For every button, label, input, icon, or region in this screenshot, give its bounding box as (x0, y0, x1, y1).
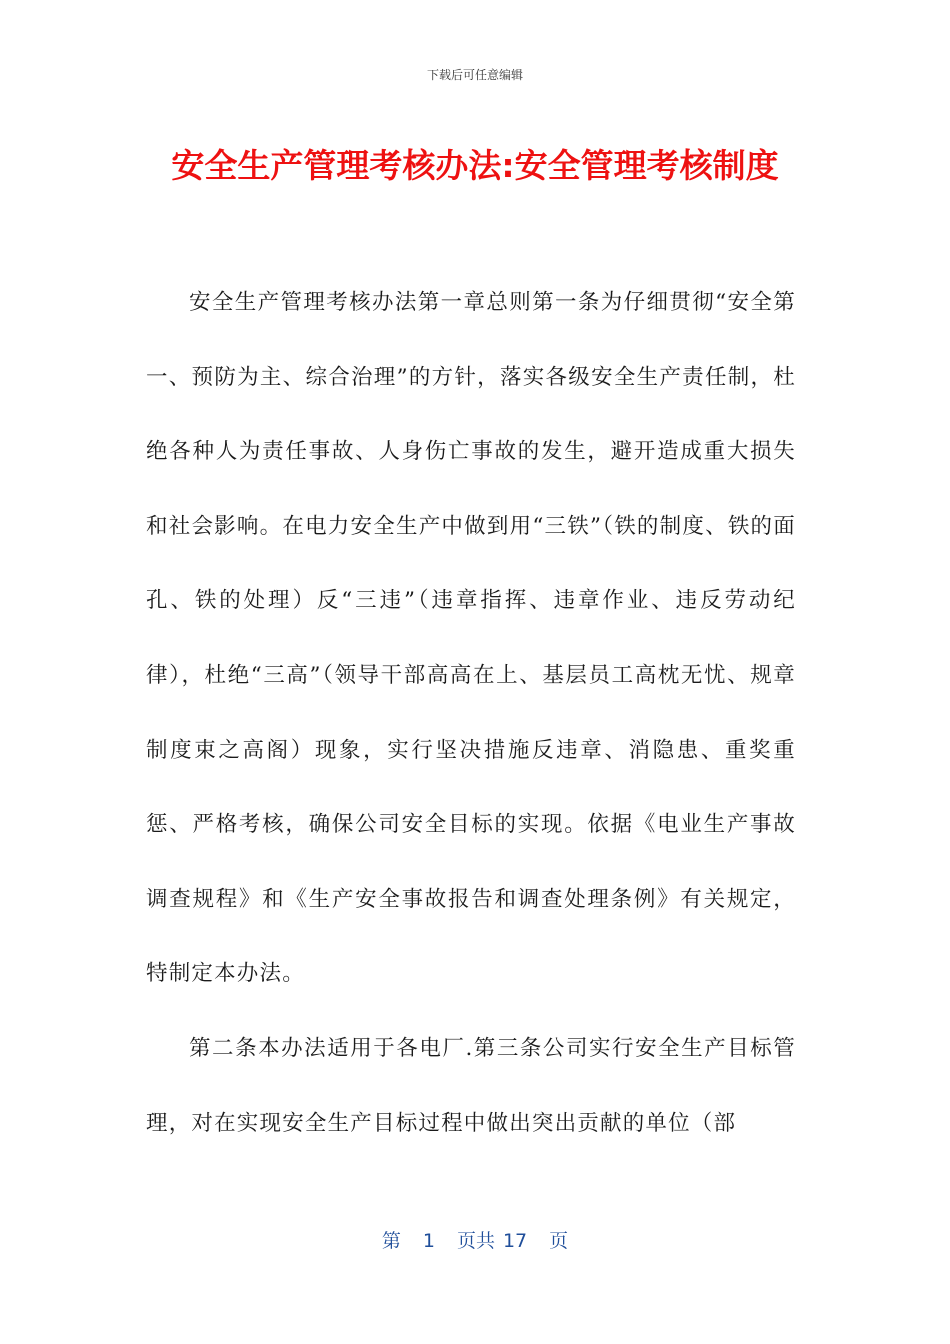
footer-prefix: 第 (381, 1230, 401, 1252)
footer-suffix: 页 (549, 1230, 569, 1252)
document-title: 安全生产管理考核办法:安全管理考核制度 (171, 146, 779, 185)
paragraph-1: 安全生产管理考核办法第一章总则第一条为仔细贯彻“安全第一、预防为主、综合治理”的方针，落实各级安全生产责任制，杜绝各种人为责任事故、人身伤亡事故的发生，避开造成重大损失和社会影响。在电力安全生产中做到用“三铁”（铁的制度、铁的面孔、铁的处理）反“三违”（违章指挥、违章作业、违反劳动纪律），杜绝“三高”（领导干部高高在上、基层员工高枕无忧、规章制度束之高阁）现象，实行坚决措施反违章、消隐患、重奖重惩、严格考核，确保公司安全目标的实现。依据《电业生产事故调查规程》和《生产安全事故报告和调查处理条例》有关规定，特制定本办法。 (146, 290, 796, 987)
header-note: 下载后可任意编辑 (426, 68, 523, 82)
footer-total-pages: 17 (502, 1230, 528, 1252)
paragraph-2: 第二条本办法适用于各电厂.第三条公司实行安全生产目标管理，对在实现安全生产目标过程中做出突出贡献的单位（部 (146, 1035, 796, 1136)
footer-middle: 页共 (456, 1230, 495, 1252)
document-body (146, 266, 796, 1161)
page-footer (0, 1226, 950, 1253)
footer-current-page: 1 (422, 1230, 435, 1252)
